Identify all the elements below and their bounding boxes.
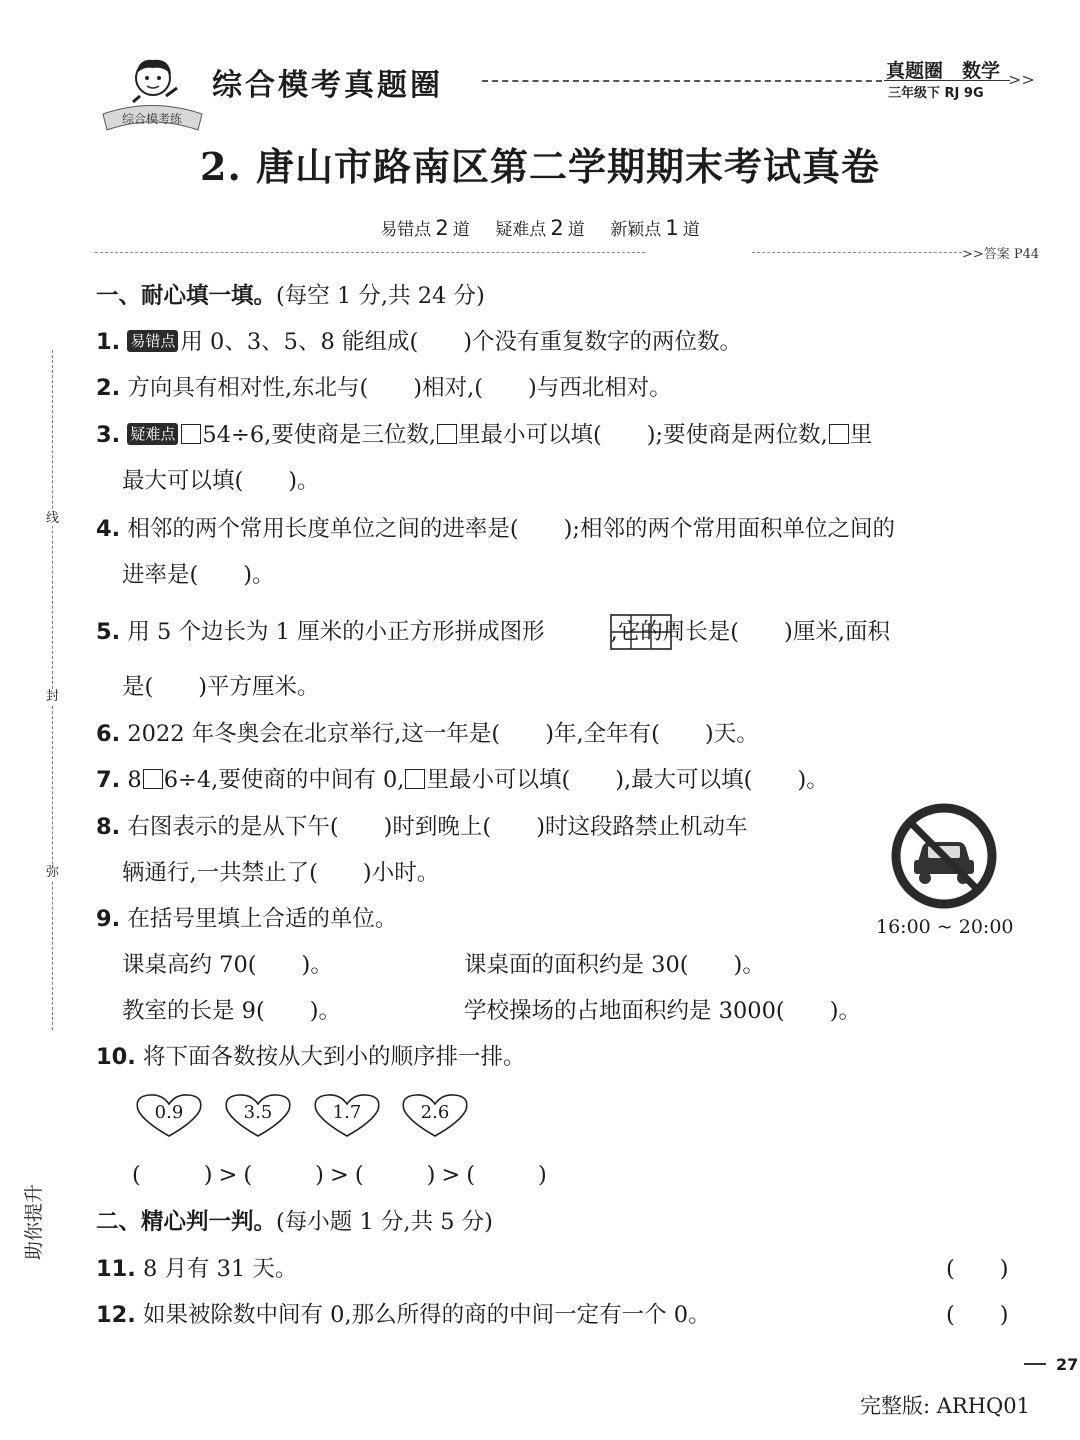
q5-text-a: 用 5 个边长为 1 厘米的小正方形拼成图形 (127, 619, 545, 645)
q4-text: 相邻的两个常用长度单位之间的进率是( );相邻的两个常用面积单位之间的 (127, 516, 895, 542)
section2-note: (每小题 1 分,共 5 分) (276, 1209, 493, 1235)
heart-label: 0.9 (154, 1102, 184, 1123)
q9-number: 9. (96, 906, 121, 932)
q10-text: 将下面各数按从大到小的顺序排一排。 (143, 1044, 526, 1070)
q11-number: 11. (96, 1256, 136, 1282)
question-2 (96, 373, 672, 403)
q12-number: 12. (96, 1302, 136, 1328)
question-9 (96, 904, 397, 934)
heart-number-1 (134, 1092, 204, 1138)
q12-answer-blank: ( ) (946, 1302, 1009, 1328)
header-divider (482, 80, 882, 82)
sign-time-caption: 16:00 ~ 20:00 (876, 916, 1014, 938)
q10-number: 10. (96, 1044, 136, 1070)
section2-title: 二、精心判一判。 (96, 1209, 277, 1235)
section1-title: 一、耐心填一填。 (96, 283, 277, 309)
question-11 (96, 1254, 297, 1284)
q8-text: 右图表示的是从下午( )时到晚上( )时这段路禁止机动车 (127, 814, 748, 840)
new-label: 新颖点 (610, 220, 662, 240)
q9-d: 学校操场的占地面积约是 3000( )。 (464, 998, 861, 1024)
q9-c: 教室的长是 9( )。 (122, 998, 342, 1024)
q11-text: 8 月有 31 天。 (143, 1256, 298, 1282)
brand-underline (884, 80, 1010, 81)
q3-line2: 最大可以填( )。 (122, 468, 320, 494)
error-count: 2 (435, 216, 449, 240)
q10-order-blanks: ( )>( )>( )>( ) (132, 1162, 553, 1188)
section2-header (96, 1207, 493, 1237)
q7-text-a: 8 (127, 767, 142, 793)
blank-box-icon (829, 424, 849, 444)
no-vehicle-sign-icon (890, 802, 998, 910)
blank-box-icon (181, 424, 201, 444)
full-version-code: 完整版: ARHQ01 (860, 1394, 1030, 1418)
q2-text: 方向具有相对性,东北与( )相对,( )与西北相对。 (127, 375, 672, 401)
heart-number-2 (223, 1092, 293, 1138)
question-4 (96, 514, 895, 544)
blank-box-icon (405, 769, 425, 789)
q7-text-b: 6÷4,要使商的中间有 0, (163, 767, 405, 793)
hard-label: 疑难点 (495, 220, 547, 240)
hard-tag: 疑难点 (127, 423, 178, 445)
question-3 (96, 420, 872, 450)
q2-number: 2. (96, 375, 121, 401)
stats-rule-right (752, 252, 962, 253)
header-arrow-icon: >> (1008, 70, 1035, 89)
q8-line2: 辆通行,一共禁止了( )小时。 (122, 860, 440, 886)
difficulty-stats (0, 215, 1080, 240)
q3-text-b: 里最小可以填( );要使商是两位数, (457, 422, 828, 448)
question-12 (96, 1300, 711, 1330)
brand-label: 真题圈 数学 (886, 60, 1001, 82)
q9-text: 在括号里填上合适的单位。 (127, 906, 398, 932)
section1-header (96, 281, 485, 311)
squares-figure (610, 614, 672, 650)
q4-line2: 进率是( )。 (122, 562, 275, 588)
q3-text-c: 里 (849, 422, 873, 448)
blank-box-icon (437, 424, 457, 444)
q4-number: 4. (96, 516, 121, 542)
heart-label: 1.7 (332, 1102, 362, 1123)
q1-text: 用 0、3、5、8 能组成( )个没有重复数字的两位数。 (180, 329, 742, 355)
stats-rule-left (95, 252, 645, 253)
cut-char-line: 线 (46, 511, 60, 526)
q8-number: 8. (96, 814, 121, 840)
margin-help-text: 助你提升 (23, 1183, 45, 1260)
margin-help-label (16, 1100, 50, 1270)
q7-number: 7. (96, 767, 121, 793)
error-label: 易错点 (380, 220, 432, 240)
mascot-logo (95, 52, 210, 134)
question-7 (96, 765, 829, 795)
heart-label: 3.5 (243, 1102, 273, 1123)
question-10 (96, 1042, 526, 1072)
page-number-dash (1024, 1363, 1046, 1365)
answer-reference: >>答案 P44 (962, 247, 1040, 262)
mascot-banner-text: 综合模考练 (121, 112, 183, 126)
q6-number: 6. (96, 721, 121, 747)
cut-char-seal: 封 (46, 689, 60, 704)
error-unit: 道 (452, 220, 470, 240)
page-title: 2. 唐山市路南区第二学期期末考试真卷 (200, 144, 880, 189)
hard-unit: 道 (567, 220, 585, 240)
section1-note: (每空 1 分,共 24 分) (276, 283, 485, 309)
q5-number: 5. (96, 619, 121, 645)
heart-number-4 (400, 1092, 470, 1138)
q11-answer-blank: ( ) (946, 1256, 1009, 1282)
q12-text: 如果被除数中间有 0,那么所得的商的中间一定有一个 0。 (143, 1302, 711, 1328)
q5-text-b: ,它的周长是( )厘米,面积 (610, 619, 890, 645)
q3-number: 3. (96, 422, 121, 448)
heart-number-3 (312, 1092, 382, 1138)
question-5 (96, 617, 890, 647)
grade-label: 三年级下 RJ 9G (888, 86, 984, 101)
heart-label: 2.6 (420, 1102, 450, 1123)
cut-char-close: 弥 (46, 865, 60, 880)
blank-box-icon (143, 769, 163, 789)
new-unit: 道 (682, 220, 700, 240)
q9-a: 课桌高约 70( )。 (122, 952, 333, 978)
q3-text-a: 54÷6,要使商是三位数, (202, 422, 436, 448)
error-tag: 易错点 (127, 330, 178, 352)
q7-text-c: 里最小可以填( ),最大可以填( )。 (426, 767, 829, 793)
series-title: 综合模考真题圈 (212, 68, 443, 103)
question-6 (96, 719, 759, 749)
question-8 (96, 812, 747, 842)
q9-b: 课桌面的面积约是 30( )。 (464, 952, 765, 978)
q1-number: 1. (96, 329, 121, 355)
q5-line2: 是( )平方厘米。 (122, 674, 320, 700)
q6-text: 2022 年冬奥会在北京举行,这一年是( )年,全年有( )天。 (127, 721, 759, 747)
question-1 (96, 327, 742, 357)
new-count: 1 (665, 216, 679, 240)
hard-count: 2 (550, 216, 564, 240)
page-number: 27 (1056, 1355, 1079, 1374)
margin-book-label (8, 92, 48, 292)
